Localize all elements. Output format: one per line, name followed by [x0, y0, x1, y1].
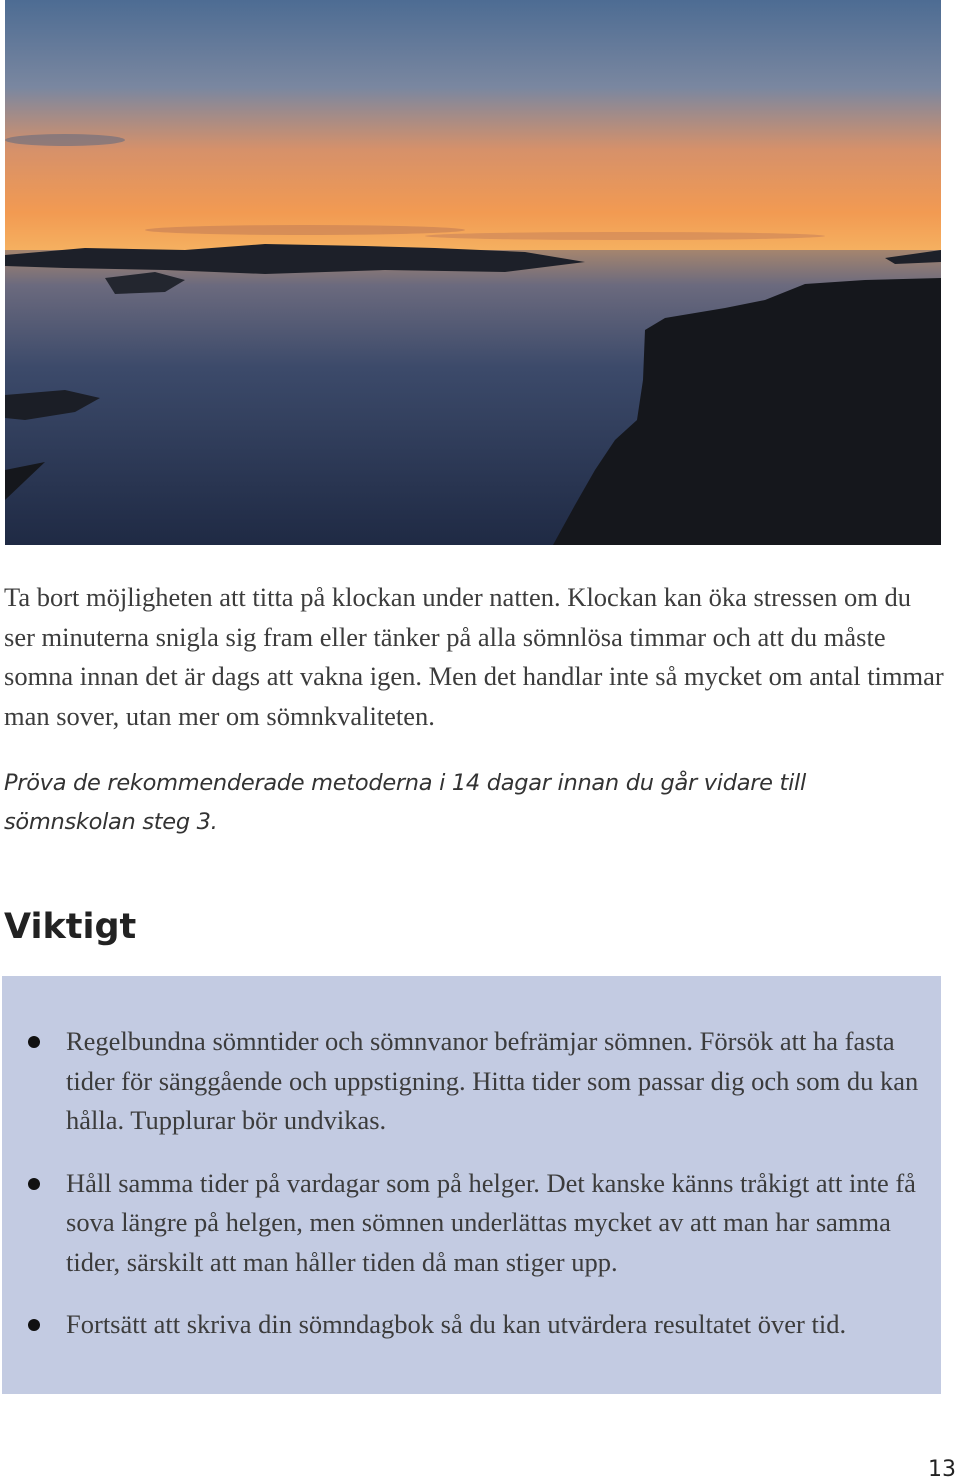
list-item-text: Fortsätt att skriva din sömndagbok så du kan utvärdera resultatet över tid.: [66, 1309, 847, 1339]
list-item: [2, 1164, 941, 1283]
section-heading: Viktigt: [4, 907, 137, 947]
important-list: [2, 1022, 941, 1368]
intro-paragraph: Ta bort möjligheten att titta på klockan under natten. Klockan kan öka stressen om du ser minuterna snigla sig fram eller tänker på alla sömnlösa timmar och att du måste somna innan det är dags att vakna igen. Men det handlar inte så mycket om antal timmar man sover, utan mer om sömnkvaliteten.: [4, 582, 944, 731]
page-number: 13: [928, 1457, 956, 1482]
bullet-icon: [28, 1178, 40, 1190]
list-item: [2, 1022, 941, 1141]
recommendation-note: Pröva de rekommenderade metoderna i 14 dagar innan du går vidare till sömnskolan steg 3.: [4, 770, 806, 835]
list-item-text: Regelbundna sömntider och sömnvanor befrämjar sömnen. Försök att ha fasta tider för sänggående och uppstigning. Hitta tider som passar dig och som du kan hålla. Tupplurar bör undvikas.: [66, 1026, 919, 1135]
list-item: [2, 1305, 941, 1345]
bullet-icon: [28, 1036, 40, 1048]
list-item-text: Håll samma tider på vardagar som på helger. Det kanske känns tråkigt att inte få sova längre på helgen, men sömnen underlättas mycket av att man har samma tider, särskilt att man håller tiden då man stiger upp.: [66, 1167, 916, 1277]
sunset-archipelago-photo: [5, 0, 941, 545]
photo-graphic: [5, 0, 941, 545]
bullet-icon: [28, 1319, 40, 1331]
important-box: [2, 976, 941, 1394]
